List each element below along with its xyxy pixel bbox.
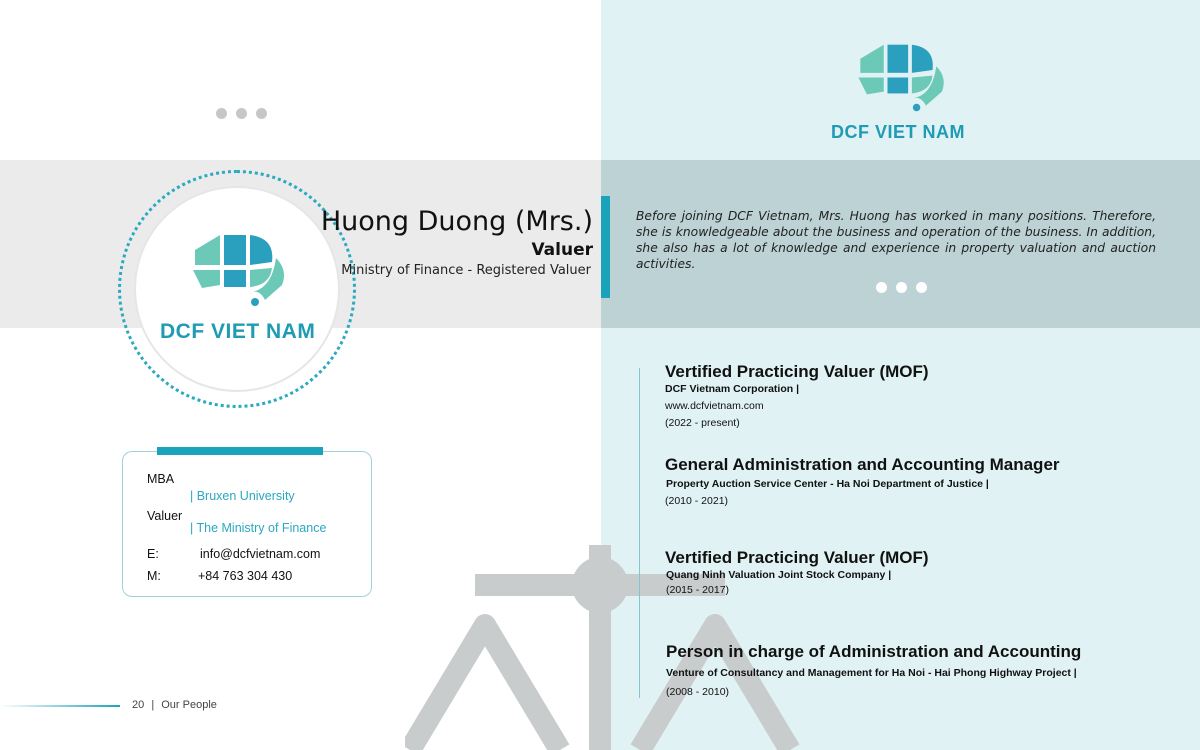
dot	[916, 282, 927, 293]
job-title: Vertified Practicing Valuer (MOF)	[665, 548, 929, 567]
decorative-dots	[876, 282, 927, 293]
phone-label: M:	[147, 569, 161, 583]
dot	[216, 108, 227, 119]
footer-separator: |	[151, 699, 155, 711]
job-website[interactable]: www.dcfvietnam.com	[665, 400, 764, 412]
job-company: Quang Ninh Valuation Joint Stock Company |	[666, 569, 892, 581]
dcf-logo-icon	[855, 40, 950, 115]
job-company: Property Auction Service Center - Ha Noi Department of Justice |	[666, 478, 989, 490]
job-period: (2010 - 2021)	[665, 495, 729, 507]
dot	[876, 282, 887, 293]
job-title: Person in charge of Administration and Accounting	[666, 642, 1082, 661]
dcf-logo-icon	[190, 230, 290, 310]
decorative-dots	[216, 108, 267, 119]
profile-subtitle: Ministry of Finance - Registered Valuer	[341, 263, 591, 278]
job-period: (2015 - 2017)	[666, 584, 730, 596]
email-label: E:	[147, 547, 159, 561]
profile-name: Huong Duong (Mrs.)	[320, 206, 593, 237]
brand-name: DCF VIET NAM	[831, 122, 965, 142]
email-link[interactable]: info@dcfvietnam.com	[200, 547, 321, 561]
timeline-line	[639, 368, 640, 698]
footer	[132, 699, 217, 711]
profile-role: Valuer	[531, 240, 593, 260]
dot	[256, 108, 267, 119]
job-company: Venture of Consultancy and Management for Ha Noi - Hai Phong Highway Project |	[666, 667, 1077, 679]
qualification-mba: MBA	[147, 472, 175, 486]
dot	[896, 282, 907, 293]
dot	[236, 108, 247, 119]
page-number: 20	[132, 699, 145, 711]
brand-name: DCF VIET NAM	[160, 320, 316, 343]
job-period: (2022 - present)	[665, 417, 740, 429]
qualification-valuer: Valuer	[147, 509, 183, 523]
job-period: (2008 - 2010)	[666, 686, 730, 698]
job-title: Vertified Practicing Valuer (MOF)	[665, 362, 929, 381]
card-accent-bar	[157, 447, 323, 455]
institution-bruxen: | Bruxen University	[190, 489, 295, 503]
institution-mof: | The Ministry of Finance	[190, 521, 327, 535]
job-company: DCF Vietnam Corporation |	[665, 383, 800, 395]
phone-number: +84 763 304 430	[198, 569, 293, 583]
footer-line	[0, 705, 120, 707]
job-title: General Administration and Accounting Manager	[665, 455, 1060, 474]
profile-bio: Before joining DCF Vietnam, Mrs. Huong has worked in many positions. Therefore, she is knowledgeable about the business and operation of the business. In addition, she also has a lot of knowledge and experience in property valuation and auction activities.	[636, 209, 1156, 271]
accent-bar	[601, 196, 610, 298]
footer-section: Our People	[161, 699, 217, 711]
